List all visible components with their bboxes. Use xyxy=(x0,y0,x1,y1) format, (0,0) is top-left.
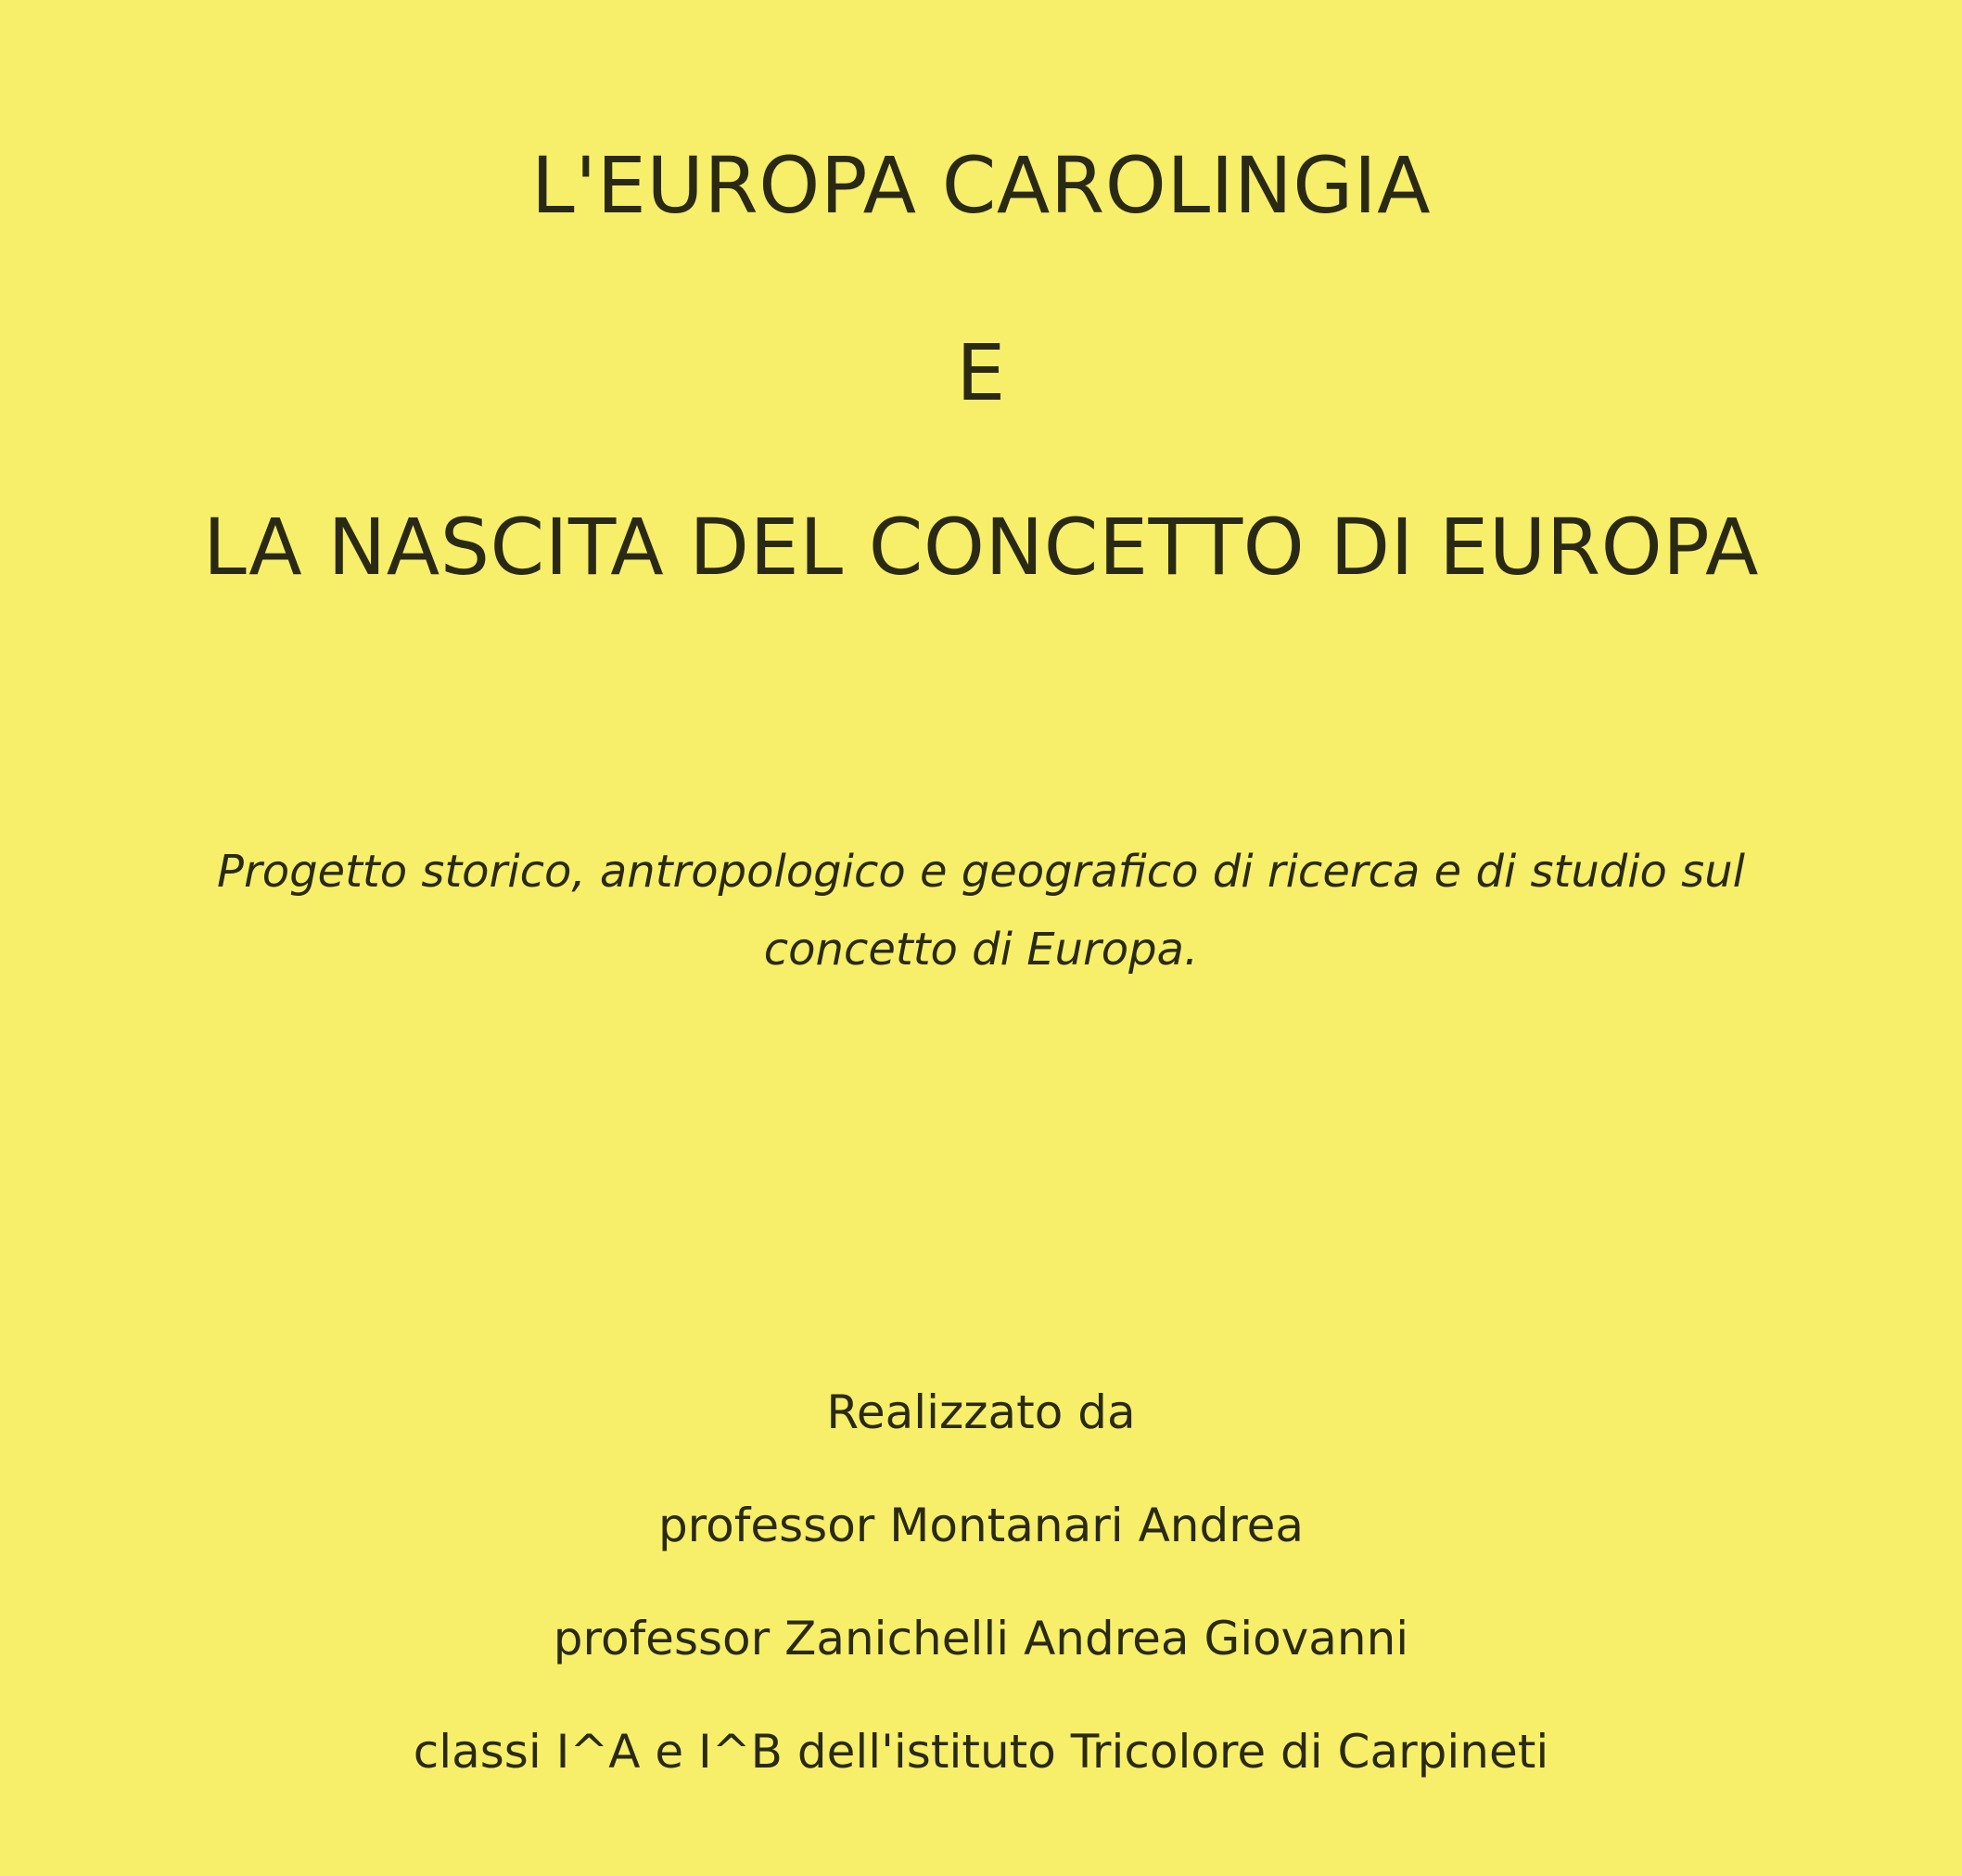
title-line-3: LA NASCITA DEL CONCETTO DI EUROPA xyxy=(203,502,1759,593)
subtitle-line-1: Progetto storico, antropologico e geografico di ricerca e di studio sul xyxy=(217,846,1745,898)
title-line-1: L'EUROPA CAROLINGIA xyxy=(530,140,1432,231)
credits-intro: Realizzato da xyxy=(826,1385,1136,1439)
credits-author-2: professor Zanichelli Andrea Giovanni xyxy=(553,1612,1409,1665)
title-line-2: E xyxy=(956,327,1006,418)
subtitle-line-2: concetto di Europa. xyxy=(763,924,1199,976)
credits-classes: classi I^A e I^B dell'istituto Tricolore di Carpineti xyxy=(413,1725,1549,1779)
credits-author-1: professor Montanari Andrea xyxy=(657,1499,1305,1552)
